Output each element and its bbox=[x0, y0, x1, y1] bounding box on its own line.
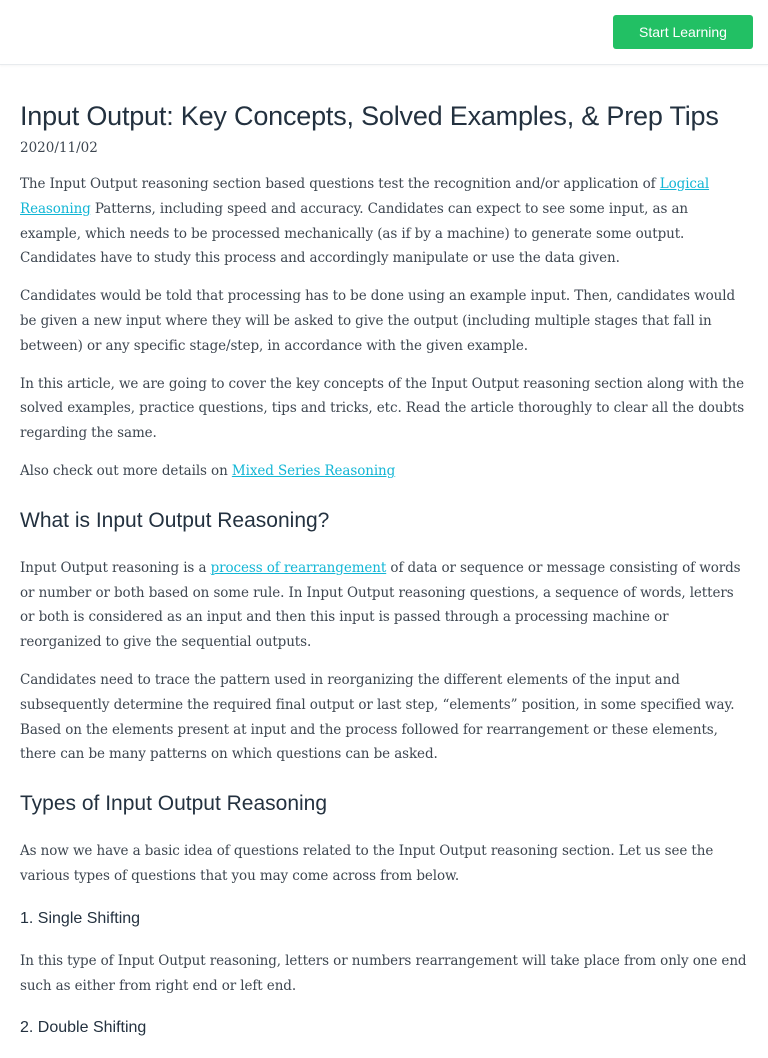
intro-paragraph-4 bbox=[20, 459, 750, 484]
process-of-rearrangement-link[interactable]: process of rearrangement bbox=[210, 559, 387, 576]
page-title: Input Output: Key Concepts, Solved Examples, & Prep Tips bbox=[20, 101, 719, 131]
single-shifting-paragraph: In this type of Input Output reasoning, letters or numbers rearrangement will take place from only one end such as either from right end or left end. bbox=[20, 952, 747, 994]
section1-p1-text-after: of data or sequence or message consisting of words or number or both based on some rule. In Input Output reasoning questions, a sequence of words, letters or both is considered as an input and then this input is passed through a processing machine or reorganized to give the sequential outputs. bbox=[20, 559, 741, 651]
section-heading-types: Types of Input Output Reasoning bbox=[20, 792, 328, 816]
intro-paragraph-2: Candidates would be told that processing has to be done using an example input. Then, candidates would be given a new input where they will be asked to give the output (including multiple stages that fall in between) or any specific stage/step, in accordance with the given example. bbox=[20, 288, 735, 354]
section1-p1-text-before: Input Output reasoning is a bbox=[20, 559, 211, 576]
intro-paragraph-1 bbox=[20, 172, 750, 271]
publish-date: 2020/11/02 bbox=[20, 140, 98, 156]
intro-paragraph-3: In this article, we are going to cover the key concepts of the Input Output reasoning section along with the solved examples, practice questions, tips and tricks, etc. Read the article thoroughly to clear all the doubts regarding the same. bbox=[20, 375, 745, 442]
article bbox=[20, 100, 750, 1058]
section2-paragraph-1: As now we have a basic idea of questions related to the Input Output reasoning section. Let us see the various types of questions that you may come across from below. bbox=[20, 843, 714, 884]
intro-p1-text-after: Patterns, including speed and accuracy. Candidates can expect to see some input, as an example, which needs to be processed mechanically (as if by a machine) to generate some output. Candidates have to study this process and accordingly manipulate or use the data given. bbox=[20, 200, 689, 267]
subheading-double-shifting: 2. Double Shifting bbox=[20, 1019, 147, 1037]
mixed-series-reasoning-link[interactable]: Mixed Series Reasoning bbox=[231, 462, 396, 479]
intro-p1-text-before: The Input Output reasoning section based questions test the recognition and/or application of bbox=[20, 176, 660, 192]
intro-p4-text-before: Also check out more details on bbox=[20, 462, 232, 479]
section1-paragraph-1 bbox=[20, 556, 750, 655]
start-learning-button[interactable]: Start Learning bbox=[613, 15, 753, 49]
section1-paragraph-2: Candidates need to trace the pattern used in reorganizing the different elements of the input and subsequently determine the required final output or last step, “elements” position, in some specified way. Based on the elements present at input and the process followed for rearrangement or these elements, there can be many patterns on which questions can be asked. bbox=[20, 671, 735, 763]
section-heading-what-is: What is Input Output Reasoning? bbox=[20, 508, 330, 532]
subheading-single-shifting: 1. Single Shifting bbox=[20, 909, 141, 927]
top-bar bbox=[0, 0, 768, 65]
logical-reasoning-link[interactable]: Logical Reasoning bbox=[20, 176, 710, 217]
